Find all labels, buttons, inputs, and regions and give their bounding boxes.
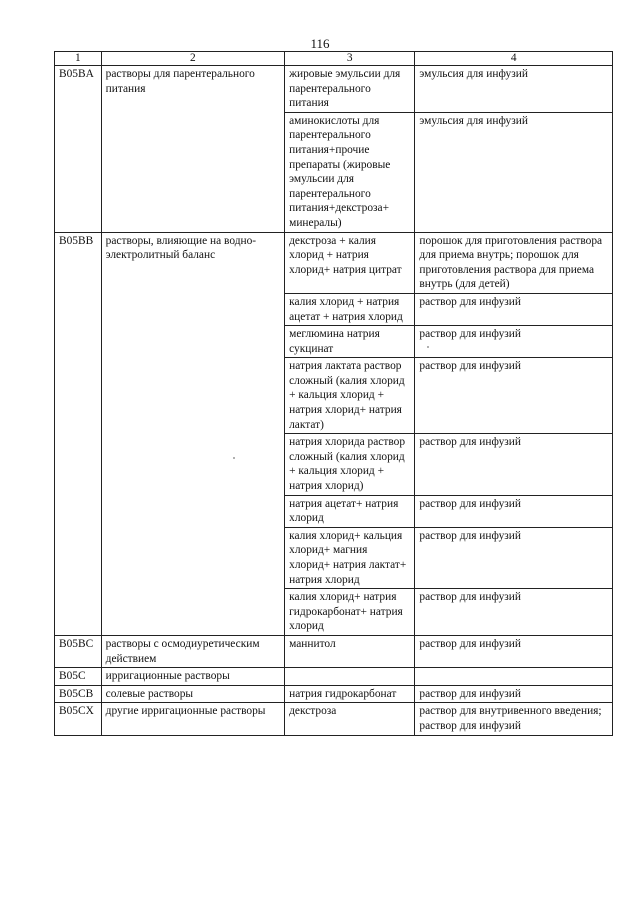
column-header-2: 2 (101, 52, 284, 66)
substance-cell: калия хлорид + натрия ацетат + натрия хлорид (285, 293, 415, 325)
atc-code-cell: B05CX (55, 703, 102, 735)
column-header-3: 3 (285, 52, 415, 66)
dosage-form-cell: раствор для инфузий (415, 358, 613, 434)
dosage-form-cell: раствор для инфузий (415, 495, 613, 527)
dosage-form-cell: раствор для инфузий (415, 326, 613, 358)
dosage-form-cell: раствор для инфузий (415, 293, 613, 325)
dosage-form-cell: раствор для инфузий (415, 589, 613, 636)
substance-cell: маннитол (285, 635, 415, 667)
table-row (55, 703, 613, 735)
substance-cell: натрия хлорида раствор сложный (калия хлорид + кальция хлорид + натрия хлорид) (285, 434, 415, 495)
atc-code-cell: B05BB (55, 232, 102, 635)
substance-cell: декстроза + калия хлорид + натрия хлорид+ натрия цитрат (285, 232, 415, 293)
group-name-cell: растворы с осмодиуретическим действием (101, 635, 284, 667)
substance-cell: декстроза (285, 703, 415, 735)
substance-cell: натрия лактата раствор сложный (калия хлорид + кальция хлорид + натрия хлорид+ натрия лактат) (285, 358, 415, 434)
dosage-form-cell: раствор для инфузий (415, 685, 613, 703)
table-row (55, 685, 613, 703)
dosage-form-cell: эмульсия для инфузий (415, 112, 613, 232)
atc-code-cell: B05CB (55, 685, 102, 703)
dosage-form-cell: раствор для инфузий (415, 434, 613, 495)
substance-cell: калия хлорид+ натрия гидрокарбонат+ натрия хлорид (285, 589, 415, 636)
group-name-cell: растворы, влияющие на водно-электролитный баланс (101, 232, 284, 635)
substance-cell (285, 668, 415, 686)
table-header-row (55, 52, 613, 66)
dosage-form-cell: раствор для инфузий (415, 527, 613, 588)
table-row (55, 635, 613, 667)
scan-speck (427, 346, 429, 348)
group-name-cell: растворы для парентерального питания (101, 66, 284, 233)
column-header-1: 1 (55, 52, 102, 66)
substance-cell: аминокислоты для парентерального питания+прочие препараты (жировые эмульсии для парентерального питания+декстроза+ минералы) (285, 112, 415, 232)
substance-cell: натрия гидрокарбонат (285, 685, 415, 703)
medication-table (54, 51, 613, 736)
atc-code-cell: B05BA (55, 66, 102, 233)
group-name-cell: ирригационные растворы (101, 668, 284, 686)
dosage-form-cell: эмульсия для инфузий (415, 66, 613, 113)
table-row (55, 668, 613, 686)
dosage-form-cell: раствор для внутривенного введения; раствор для инфузий (415, 703, 613, 735)
table-row (55, 66, 613, 113)
dosage-form-cell: порошок для приготовления раствора для приема внутрь; порошок для приготовления раствора для приема внутрь (для детей) (415, 232, 613, 293)
substance-cell: жировые эмульсии для парентерального питания (285, 66, 415, 113)
table-row (55, 232, 613, 293)
atc-code-cell: B05BC (55, 635, 102, 667)
dosage-form-cell: раствор для инфузий (415, 635, 613, 667)
scan-speck (233, 457, 235, 459)
substance-cell: калия хлорид+ кальция хлорид+ магния хлорид+ натрия лактат+ натрия хлорид (285, 527, 415, 588)
group-name-cell: другие ирригационные растворы (101, 703, 284, 735)
substance-cell: натрия ацетат+ натрия хлорид (285, 495, 415, 527)
substance-cell: меглюмина натрия сукцинат (285, 326, 415, 358)
page-number: 116 (310, 36, 330, 51)
atc-code-cell: B05C (55, 668, 102, 686)
dosage-form-cell (415, 668, 613, 686)
group-name-cell: солевые растворы (101, 685, 284, 703)
column-header-4: 4 (415, 52, 613, 66)
